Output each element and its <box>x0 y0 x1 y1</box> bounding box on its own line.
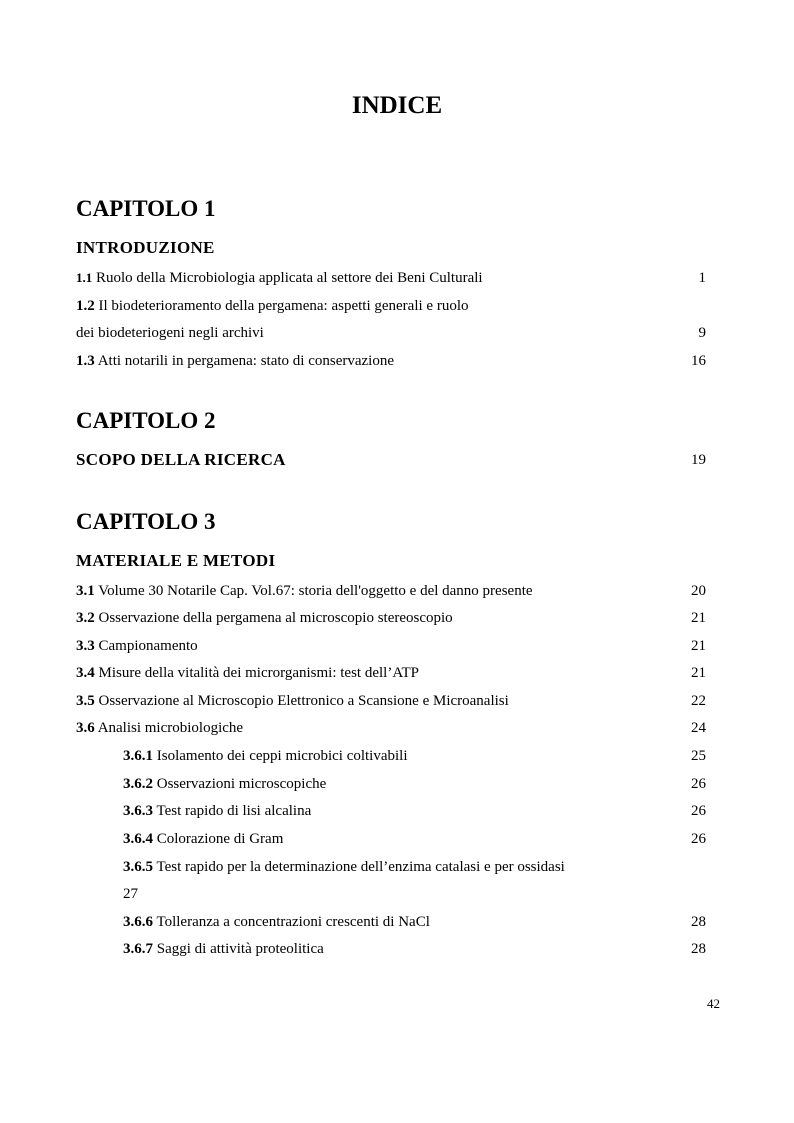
page-title: INDICE <box>351 92 443 119</box>
toc-entry-3-6-5-page: 27 <box>123 886 138 902</box>
toc-page: 21 <box>691 610 706 626</box>
toc-entry-3-6-3[interactable]: 3.6.3 Test rapido di lisi alcalina <box>123 803 312 819</box>
toc-entry-1-2-cont[interactable]: dei biodeteriogeni negli archivi <box>76 325 264 341</box>
toc-entry-3-6-4[interactable]: 3.6.4 Colorazione di Gram <box>123 831 284 847</box>
toc-page: 9 <box>698 325 706 341</box>
toc-page: 19 <box>691 452 706 468</box>
toc-page: 20 <box>691 583 706 599</box>
toc-page: 21 <box>691 638 706 654</box>
toc-entry-3-6-7[interactable]: 3.6.7 Saggi di attività proteolitica <box>123 941 324 957</box>
toc-entry-3-5[interactable]: 3.5 Osservazione al Microscopio Elettronico a Scansione e Microanalisi <box>76 693 509 709</box>
toc-entry-3-6-1[interactable]: 3.6.1 Isolamento dei ceppi microbici coltivabili <box>123 748 408 764</box>
toc-entry-1-3[interactable]: 1.3 Atti notarili in pergamena: stato di conservazione <box>76 353 394 369</box>
chapter-3-heading: CAPITOLO 3 <box>76 509 216 534</box>
toc-entry-3-4[interactable]: 3.4 Misure della vitalità dei microrganismi: test dell’ATP <box>76 665 419 681</box>
chapter-1-section: INTRODUZIONE <box>76 238 215 257</box>
chapter-2-section[interactable]: SCOPO DELLA RICERCA <box>76 450 286 469</box>
chapter-2-heading: CAPITOLO 2 <box>76 408 216 433</box>
toc-entry-3-3[interactable]: 3.3 Campionamento <box>76 638 198 654</box>
toc-entry-3-2[interactable]: 3.2 Osservazione della pergamena al microscopio stereoscopio <box>76 610 453 626</box>
toc-entry-3-1[interactable]: 3.1 Volume 30 Notarile Cap. Vol.67: storia dell'oggetto e del danno presente <box>76 583 533 599</box>
toc-page: 26 <box>691 776 706 792</box>
toc-entry-1-2[interactable]: 1.2 Il biodeterioramento della pergamena: aspetti generali e ruolo <box>76 298 469 314</box>
toc-page: 28 <box>691 941 706 957</box>
toc-page: 26 <box>691 831 706 847</box>
toc-page: 1 <box>698 270 706 286</box>
chapter-1-heading: CAPITOLO 1 <box>76 196 216 221</box>
toc-page: 21 <box>691 665 706 681</box>
toc-page: 26 <box>691 803 706 819</box>
toc-entry-3-6-6[interactable]: 3.6.6 Tolleranza a concentrazioni crescenti di NaCl <box>123 914 430 930</box>
toc-page: 24 <box>691 720 706 736</box>
toc-entry-1-1[interactable]: 1.1 Ruolo della Microbiologia applicata al settore dei Beni Culturali <box>76 270 483 286</box>
toc-page: 25 <box>691 748 706 764</box>
toc-page: 16 <box>691 353 706 369</box>
toc-entry-3-6[interactable]: 3.6 Analisi microbiologiche <box>76 720 244 736</box>
toc-entry-3-6-5[interactable]: 3.6.5 Test rapido per la determinazione dell’enzima catalasi e per ossidasi <box>123 859 565 875</box>
chapter-3-section: MATERIALE E METODI <box>76 551 276 570</box>
toc-page: 28 <box>691 914 706 930</box>
page-number: 42 <box>707 996 720 1011</box>
toc-page: 22 <box>691 693 706 709</box>
toc-entry-3-6-2[interactable]: 3.6.2 Osservazioni microscopiche <box>123 776 327 792</box>
